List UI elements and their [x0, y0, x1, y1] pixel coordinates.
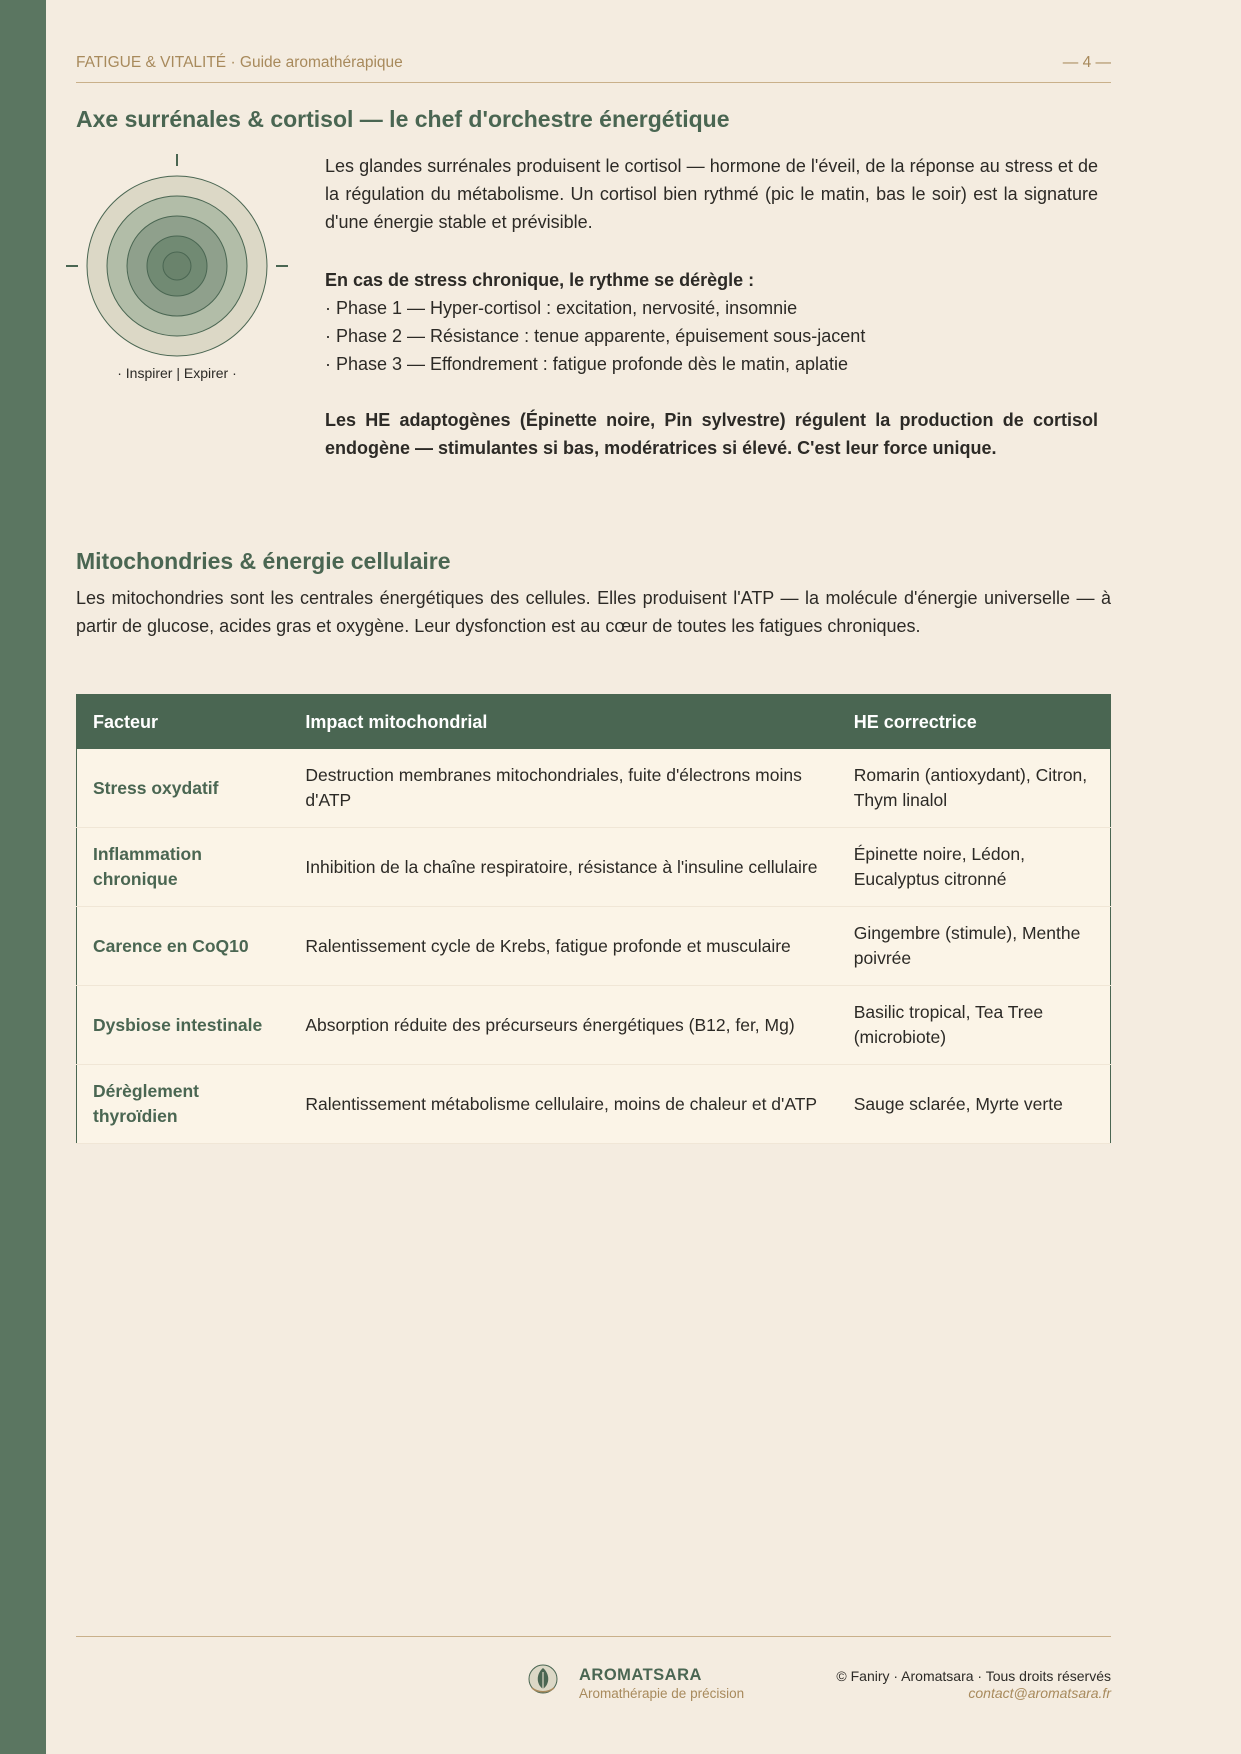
phase-item: · Phase 1 — Hyper-cortisol : excitation, nervosité, insomnie — [325, 298, 798, 318]
adaptogens-note: Les HE adaptogènes (Épinette noire, Pin sylvestre) régulent la production de cortisol endogène — stimulantes si bas, modératrices si élevé. C'est leur force unique. — [325, 410, 1098, 458]
header-title: FATIGUE & VITALITÉ · Guide aromathérapique — [76, 54, 403, 71]
page-number: — 4 — — [1062, 54, 1111, 71]
remedy-cell: Sauge sclarée, Myrte verte — [838, 1065, 1111, 1144]
impact-cell: Destruction membranes mitochondriales, fuite d'électrons moins d'ATP — [289, 749, 837, 828]
phase-item: · Phase 2 — Résistance : tenue apparente, épuisement sous-jacent — [325, 326, 866, 346]
mito-table — [76, 694, 1111, 1144]
table-row — [77, 749, 1111, 828]
cortisol-intro: Les glandes surrénales produisent le cortisol — hormone de l'éveil, de la réponse au stress et de la régulation du métabolisme. Un cortisol bien rythmé (pic le matin, bas le soir) est la signature d'une énergie stable et prévisible. — [325, 156, 1098, 232]
remedy-cell: Basilic tropical, Tea Tree (microbiote) — [838, 986, 1111, 1065]
remedy-cell: Gingembre (stimule), Menthe poivrée — [838, 907, 1111, 986]
brand-name: AROMATSARA — [579, 1666, 702, 1684]
diagram-caption: · Inspirer | Expirer · — [117, 365, 237, 381]
remedy-cell: Romarin (antioxydant), Citron, Thym linalol — [838, 749, 1111, 828]
impact-cell: Ralentissement cycle de Krebs, fatigue profonde et musculaire — [289, 907, 837, 986]
impact-cell: Ralentissement métabolisme cellulaire, moins de chaleur et d'ATP — [289, 1065, 837, 1144]
factor-cell: Dysbiose intestinale — [77, 986, 290, 1065]
factor-cell: Dérèglement thyroïdien — [77, 1065, 290, 1144]
table-row — [77, 828, 1111, 907]
impact-cell: Absorption réduite des précurseurs énergétiques (B12, fer, Mg) — [289, 986, 837, 1065]
column-header: Impact mitochondrial — [289, 695, 837, 750]
impact-cell: Inhibition de la chaîne respiratoire, résistance à l'insuline cellulaire — [289, 828, 837, 907]
footer-divider — [76, 1636, 1111, 1637]
side-accent-bar — [0, 0, 46, 1754]
footer-credits — [836, 1668, 1111, 1701]
copyright-text: © Faniry · Aromatsara · Tous droits réservés — [836, 1668, 1111, 1684]
phase-item: · Phase 3 — Effondrement : fatigue profonde dès le matin, aplatie — [325, 354, 848, 374]
column-header: Facteur — [77, 695, 290, 750]
factor-cell: Inflammation chronique — [77, 828, 290, 907]
table-row — [77, 1065, 1111, 1144]
mito-intro: Les mitochondries sont les centrales énergétiques des cellules. Elles produisent l'ATP — la molécule d'énergie universelle — à partir de glucose, acides gras et oxygène. Leur dysfonction est au cœur de toutes les fatigues chroniques. — [76, 588, 1111, 636]
remedy-cell: Épinette noire, Lédon, Eucalyptus citronné — [838, 828, 1111, 907]
section-heading-axe: Axe surrénales & cortisol — le chef d'orchestre énergétique — [76, 106, 730, 132]
page-header — [76, 54, 1111, 83]
brand-tagline: Aromathérapie de précision — [579, 1686, 745, 1701]
stress-phases — [325, 266, 1098, 378]
table-header-row — [77, 695, 1111, 750]
breathing-diagram — [62, 150, 292, 390]
factor-cell: Stress oxydatif — [77, 749, 290, 828]
section-heading-mito: Mitochondries & énergie cellulaire — [76, 548, 451, 574]
column-header: HE correctrice — [838, 695, 1111, 750]
stress-title: En cas de stress chronique, le rythme se dérègle : — [325, 270, 755, 290]
footer-brand — [579, 1666, 744, 1701]
table-row — [77, 907, 1111, 986]
contact-email[interactable]: contact@aromatsara.fr — [968, 1685, 1111, 1701]
factor-cell: Carence en CoQ10 — [77, 907, 290, 986]
leaf-logo-icon — [526, 1662, 560, 1696]
table-row — [77, 986, 1111, 1065]
